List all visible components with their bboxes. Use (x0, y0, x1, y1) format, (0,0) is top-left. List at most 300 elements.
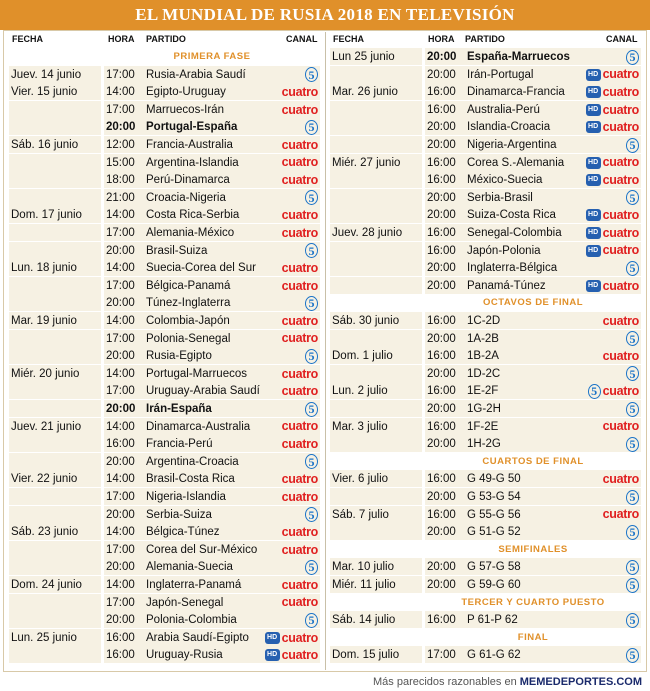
match-cell (425, 611, 641, 628)
date-cell (330, 189, 422, 206)
match-teams: G 51-G 52 (467, 526, 521, 539)
match-teams: Argentina-Croacia (146, 455, 239, 468)
channel-cell (282, 171, 318, 189)
match-time: 16:00 (427, 473, 456, 486)
match-teams: 1E-2F (467, 385, 499, 398)
channel-cell (305, 118, 318, 136)
channel-cell (305, 611, 318, 629)
channel-cell (603, 506, 639, 524)
match-teams: Nigeria-Argentina (467, 139, 557, 151)
date-cell (9, 558, 101, 575)
cuatro-logo-icon: cuatro (281, 225, 318, 240)
footer (0, 673, 650, 691)
match-date: Dom. 15 julio (332, 649, 400, 662)
schedule-row (9, 277, 320, 295)
match-cell (425, 488, 641, 505)
match-teams: Brasil-Costa Rica (146, 473, 235, 486)
schedule-left-column (9, 48, 320, 668)
match-time: 20:00 (427, 262, 456, 275)
channel-cell (282, 382, 318, 400)
match-time: 16:00 (106, 649, 135, 662)
match-time: 17:00 (106, 227, 135, 239)
hd-badge-icon: HD (265, 649, 280, 661)
channel-cell (626, 365, 639, 383)
match-teams: Francia-Perú (146, 438, 213, 451)
cuatro-logo-icon: cuatro (602, 102, 639, 117)
date-cell (9, 118, 101, 135)
match-date: Dom. 1 julio (332, 350, 393, 363)
match-teams: Croacia-Nigeria (146, 191, 226, 204)
telecinco-logo-icon: 5 (305, 454, 318, 469)
schedule-row (330, 576, 641, 594)
schedule-row (9, 66, 320, 84)
match-date: Lun 25 junio (332, 51, 395, 63)
match-date: Sáb. 30 junio (332, 315, 400, 327)
channel-cell (626, 259, 639, 277)
header-match-left: PARTIDO (146, 34, 186, 44)
channel-cell (626, 189, 639, 207)
section-header: TERCER Y CUARTO PUESTO (461, 596, 605, 608)
section-header: SEMIFINALES (498, 543, 568, 555)
cuatro-logo-icon: cuatro (602, 419, 639, 434)
telecinco-logo-icon: 5 (305, 190, 318, 205)
match-time: 14:00 (106, 86, 135, 99)
cuatro-logo-icon: cuatro (602, 278, 639, 293)
match-teams: Inglaterra-Bélgica (467, 262, 558, 275)
date-cell (9, 154, 101, 171)
telecinco-logo-icon: 5 (626, 402, 639, 417)
date-cell (9, 382, 101, 399)
match-teams: 1F-2E (467, 420, 499, 433)
channel-cell (305, 242, 318, 260)
match-time: 16:00 (427, 385, 456, 398)
channel-cell (282, 435, 318, 453)
schedule-row (330, 118, 641, 136)
match-time: 20:00 (427, 526, 456, 539)
cuatro-logo-icon: cuatro (602, 67, 639, 82)
match-teams: México-Suecia (467, 174, 543, 187)
match-teams: Corea del Sur-México (146, 543, 258, 556)
schedule-row (9, 470, 320, 488)
match-time: 20:00 (427, 438, 456, 451)
match-time: 20:00 (427, 209, 456, 222)
schedule-row (330, 83, 641, 101)
schedule-row (9, 382, 320, 400)
match-time: 20:00 (427, 367, 456, 380)
schedule-row (330, 347, 641, 365)
channel-cell (603, 347, 639, 365)
match-time: 17:00 (106, 68, 135, 81)
schedule-row (330, 506, 641, 524)
hd-badge-icon: HD (586, 280, 601, 292)
schedule-row (330, 646, 641, 664)
telecinco-logo-icon: 5 (305, 243, 318, 258)
match-cell (425, 523, 641, 540)
match-time: 20:00 (427, 579, 456, 591)
telecinco-logo-icon: 5 (626, 560, 639, 575)
match-time: 20:00 (106, 508, 135, 521)
channel-cell (626, 611, 639, 629)
match-date: Miér. 27 junio (332, 156, 401, 169)
channel-cell (282, 224, 318, 242)
channel-cell (305, 189, 318, 207)
schedule-row (330, 611, 641, 629)
cuatro-logo-icon: cuatro (281, 384, 318, 399)
schedule-row (9, 330, 320, 348)
date-cell (9, 435, 101, 452)
match-teams: 1D-2C (467, 367, 501, 380)
telecinco-logo-icon: 5 (626, 366, 639, 381)
schedule-row (330, 312, 641, 330)
channel-cell (282, 312, 318, 330)
cuatro-logo-icon: cuatro (602, 348, 639, 363)
channel-cell (586, 101, 639, 119)
match-teams: P 61-P 62 (467, 614, 518, 627)
match-date: Lun. 25 junio (11, 631, 77, 644)
telecinco-logo-icon: 5 (626, 648, 639, 663)
match-date: Miér. 20 junio (11, 367, 80, 380)
telecinco-logo-icon: 5 (626, 613, 639, 628)
match-date: Mar. 10 julio (332, 561, 395, 574)
date-cell (330, 101, 422, 118)
match-teams: Argentina-Islandia (146, 156, 239, 169)
match-time: 20:00 (427, 191, 456, 204)
schedule-row (9, 259, 320, 277)
date-cell (330, 488, 422, 505)
date-cell (9, 330, 101, 347)
hd-badge-icon: HD (586, 157, 601, 169)
channel-cell (305, 66, 318, 84)
match-teams: Rusia-Egipto (146, 350, 212, 363)
match-time: 14:00 (106, 579, 135, 591)
channel-cell (282, 594, 318, 612)
channel-cell (588, 382, 639, 400)
channel-cell (282, 277, 318, 295)
date-cell (330, 523, 422, 540)
telecinco-logo-icon: 5 (626, 50, 639, 65)
header-date-right: FECHA (333, 34, 364, 44)
schedule-row (9, 488, 320, 506)
schedule-row (9, 118, 320, 136)
match-time: 16:00 (427, 508, 456, 521)
channel-cell (305, 453, 318, 471)
match-time: 21:00 (106, 191, 135, 204)
date-cell (9, 453, 101, 470)
match-teams: G 61-G 62 (467, 649, 521, 662)
telecinco-logo-icon: 5 (305, 120, 318, 135)
date-cell (9, 611, 101, 628)
cuatro-logo-icon: cuatro (281, 648, 318, 663)
cuatro-logo-icon: cuatro (281, 630, 318, 645)
channel-cell (305, 558, 318, 576)
schedule-row (9, 435, 320, 453)
date-cell (330, 330, 422, 347)
schedule-row (330, 224, 641, 242)
match-cell (425, 576, 641, 593)
match-time: 17:00 (427, 649, 456, 662)
match-date: Sáb. 7 julio (332, 508, 389, 521)
cuatro-logo-icon: cuatro (602, 155, 639, 170)
match-teams: Brasil-Suiza (146, 244, 208, 257)
match-date: Lun. 18 junio (11, 262, 77, 275)
match-teams: Marruecos-Irán (146, 103, 224, 116)
schedule-row (330, 330, 641, 348)
match-cell (425, 400, 641, 417)
schedule-row (9, 171, 320, 189)
schedule-row (9, 453, 320, 471)
date-cell (9, 506, 101, 523)
match-teams: G 57-G 58 (467, 561, 521, 574)
telecinco-logo-icon: 5 (626, 578, 639, 593)
match-time: 20:00 (427, 68, 456, 81)
cuatro-logo-icon: cuatro (602, 172, 639, 187)
match-time: 14:00 (106, 473, 135, 486)
match-teams: Rusia-Arabia Saudí (146, 68, 246, 81)
cuatro-logo-icon: cuatro (281, 102, 318, 117)
schedule-row (9, 101, 320, 119)
channel-cell (282, 136, 318, 154)
channel-cell (282, 83, 318, 101)
match-time: 16:00 (427, 174, 456, 187)
match-time: 12:00 (106, 139, 135, 151)
match-date: Juev. 14 junio (11, 68, 82, 81)
date-cell (9, 294, 101, 311)
channel-cell (586, 154, 639, 172)
channel-cell (586, 118, 639, 136)
cuatro-logo-icon: cuatro (602, 84, 639, 99)
channel-cell (626, 646, 639, 664)
telecinco-logo-icon: 5 (305, 560, 318, 575)
match-time: 20:00 (427, 561, 456, 574)
channel-cell (282, 488, 318, 506)
channel-cell (626, 48, 639, 66)
match-time: 14:00 (106, 262, 135, 275)
telecinco-logo-icon: 5 (626, 261, 639, 276)
schedule-row (9, 576, 320, 594)
footer-brand: MEMEDEPORTES.COM (519, 676, 642, 688)
match-cell (425, 189, 641, 206)
match-time: 16:00 (427, 86, 456, 99)
telecinco-logo-icon: 5 (305, 296, 318, 311)
schedule-row (9, 294, 320, 312)
date-cell (9, 400, 101, 417)
date-cell (330, 365, 422, 382)
schedule-row (330, 418, 641, 436)
match-teams: Nigeria-Islandia (146, 491, 226, 503)
cuatro-logo-icon: cuatro (281, 172, 318, 187)
match-date: Mar. 3 julio (332, 420, 388, 433)
date-cell (330, 136, 422, 153)
schedule-row (9, 541, 320, 559)
match-date: Lun. 2 julio (332, 385, 388, 398)
channel-cell (282, 259, 318, 277)
match-time: 17:00 (106, 491, 135, 503)
cuatro-logo-icon: cuatro (281, 595, 318, 610)
match-teams: Colombia-Japón (146, 315, 230, 327)
date-cell (330, 66, 422, 83)
hd-badge-icon: HD (586, 104, 601, 116)
match-time: 16:00 (106, 631, 135, 644)
header-date-left: FECHA (12, 34, 43, 44)
cuatro-logo-icon: cuatro (281, 313, 318, 328)
channel-cell (282, 523, 318, 541)
match-time: 16:00 (427, 315, 456, 327)
cuatro-logo-icon: cuatro (281, 84, 318, 99)
channel-cell (626, 330, 639, 348)
channel-cell (586, 242, 639, 260)
header-match-right: PARTIDO (465, 34, 505, 44)
date-cell (9, 101, 101, 118)
match-date: Miér. 11 julio (332, 579, 396, 591)
schedule-row (9, 224, 320, 242)
match-time: 20:00 (106, 403, 136, 415)
match-cell (104, 506, 320, 523)
match-teams: Serbia-Suiza (146, 508, 212, 521)
date-cell (330, 259, 422, 276)
schedule-row (9, 347, 320, 365)
match-teams: Serbia-Brasil (467, 191, 533, 204)
match-teams: Túnez-Inglaterra (146, 297, 231, 310)
match-date: Mar. 26 junio (332, 86, 398, 99)
match-teams: Perú-Dinamarca (146, 174, 230, 187)
schedule-row (330, 48, 641, 66)
date-cell (9, 541, 101, 558)
match-teams: Uruguay-Rusia (146, 649, 223, 662)
cuatro-logo-icon: cuatro (281, 155, 318, 170)
date-cell (9, 594, 101, 611)
channel-cell (586, 277, 639, 295)
channel-cell (603, 470, 639, 488)
cuatro-logo-icon: cuatro (281, 208, 318, 223)
cuatro-logo-icon: cuatro (602, 313, 639, 328)
schedule-row (330, 154, 641, 172)
channel-cell (282, 576, 318, 594)
match-teams: Japón-Senegal (146, 596, 224, 609)
channel-cell (305, 347, 318, 365)
schedule-row (330, 136, 641, 154)
section-header: PRIMERA FASE (173, 51, 251, 62)
date-cell (9, 347, 101, 364)
match-time: 20:00 (106, 614, 135, 627)
channel-cell (626, 435, 639, 453)
match-time: 20:00 (427, 121, 456, 134)
channel-cell (282, 206, 318, 224)
match-teams: Portugal-España (146, 121, 238, 134)
schedule-row (330, 470, 641, 488)
match-teams: 1G-2H (467, 403, 501, 415)
match-teams: Costa Rica-Serbia (146, 209, 240, 222)
schedule-row (330, 259, 641, 277)
match-teams: Islandia-Croacia (467, 121, 551, 134)
match-time: 17:00 (106, 332, 135, 345)
schedule-row (330, 66, 641, 84)
telecinco-logo-icon: 5 (626, 331, 639, 346)
hd-badge-icon: HD (586, 69, 601, 81)
telecinco-logo-icon: 5 (626, 190, 639, 205)
match-teams: Polonia-Senegal (146, 332, 231, 345)
date-cell (330, 171, 422, 188)
schedule-row (330, 189, 641, 207)
schedule-row (9, 83, 320, 101)
schedule-row (330, 365, 641, 383)
hd-badge-icon: HD (586, 86, 601, 98)
hd-badge-icon: HD (586, 245, 601, 257)
match-cell (425, 646, 641, 663)
cuatro-logo-icon: cuatro (281, 331, 318, 346)
schedule-row (330, 523, 641, 541)
schedule-row (330, 206, 641, 224)
cuatro-logo-icon: cuatro (281, 278, 318, 293)
channel-cell (586, 83, 639, 101)
channel-cell (603, 312, 639, 330)
match-time: 20:00 (106, 350, 135, 363)
channel-cell (626, 136, 639, 154)
schedule-row (9, 242, 320, 260)
match-time: 20:00 (427, 139, 456, 151)
cuatro-logo-icon: cuatro (281, 524, 318, 539)
match-teams: G 53-G 54 (467, 491, 521, 503)
match-cell (425, 365, 641, 382)
date-cell (330, 400, 422, 417)
header-time-right: HORA (428, 34, 455, 44)
match-time: 20:00 (106, 121, 136, 134)
cuatro-logo-icon: cuatro (281, 137, 318, 152)
match-teams: Bélgica-Panamá (146, 279, 231, 292)
channel-cell (265, 629, 318, 647)
date-cell (330, 118, 422, 135)
channel-cell (282, 330, 318, 348)
schedule-row (9, 418, 320, 436)
schedule-row (9, 594, 320, 612)
page-title: EL MUNDIAL DE RUSIA 2018 EN TELEVISIÓN (0, 0, 650, 30)
channel-cell (282, 541, 318, 559)
telecinco-logo-icon: 5 (305, 67, 318, 82)
match-teams: 1C-2D (467, 315, 501, 327)
match-date: Sáb. 23 junio (11, 526, 79, 539)
header-channel-left: CANAL (286, 34, 318, 44)
schedule-row (330, 400, 641, 418)
schedule-row (9, 400, 320, 418)
cuatro-logo-icon: cuatro (281, 260, 318, 275)
match-teams: Polonia-Colombia (146, 614, 237, 627)
date-cell (330, 435, 422, 452)
hd-badge-icon: HD (586, 209, 601, 221)
schedule-row (9, 646, 320, 664)
telecinco-logo-icon: 5 (305, 349, 318, 364)
cuatro-logo-icon: cuatro (602, 384, 639, 399)
match-time: 14:00 (106, 315, 135, 327)
schedule-row (330, 382, 641, 400)
telecinco-logo-icon: 5 (626, 525, 639, 540)
schedule-row (9, 506, 320, 524)
match-time: 20:00 (106, 297, 135, 310)
match-date: Sáb. 14 julio (332, 614, 396, 627)
schedule-row (330, 435, 641, 453)
date-cell (9, 171, 101, 188)
match-time: 16:00 (427, 420, 456, 433)
match-cell (104, 347, 320, 364)
schedule-row (9, 558, 320, 576)
match-teams: Australia-Perú (467, 103, 540, 116)
header-time-left: HORA (108, 34, 135, 44)
match-time: 17:00 (106, 596, 135, 609)
channel-cell (305, 294, 318, 312)
schedule-row (9, 629, 320, 647)
schedule-row (330, 242, 641, 260)
match-teams: Suecia-Corea del Sur (146, 262, 256, 275)
match-time: 20:00 (427, 332, 456, 345)
match-time: 20:00 (427, 491, 456, 503)
